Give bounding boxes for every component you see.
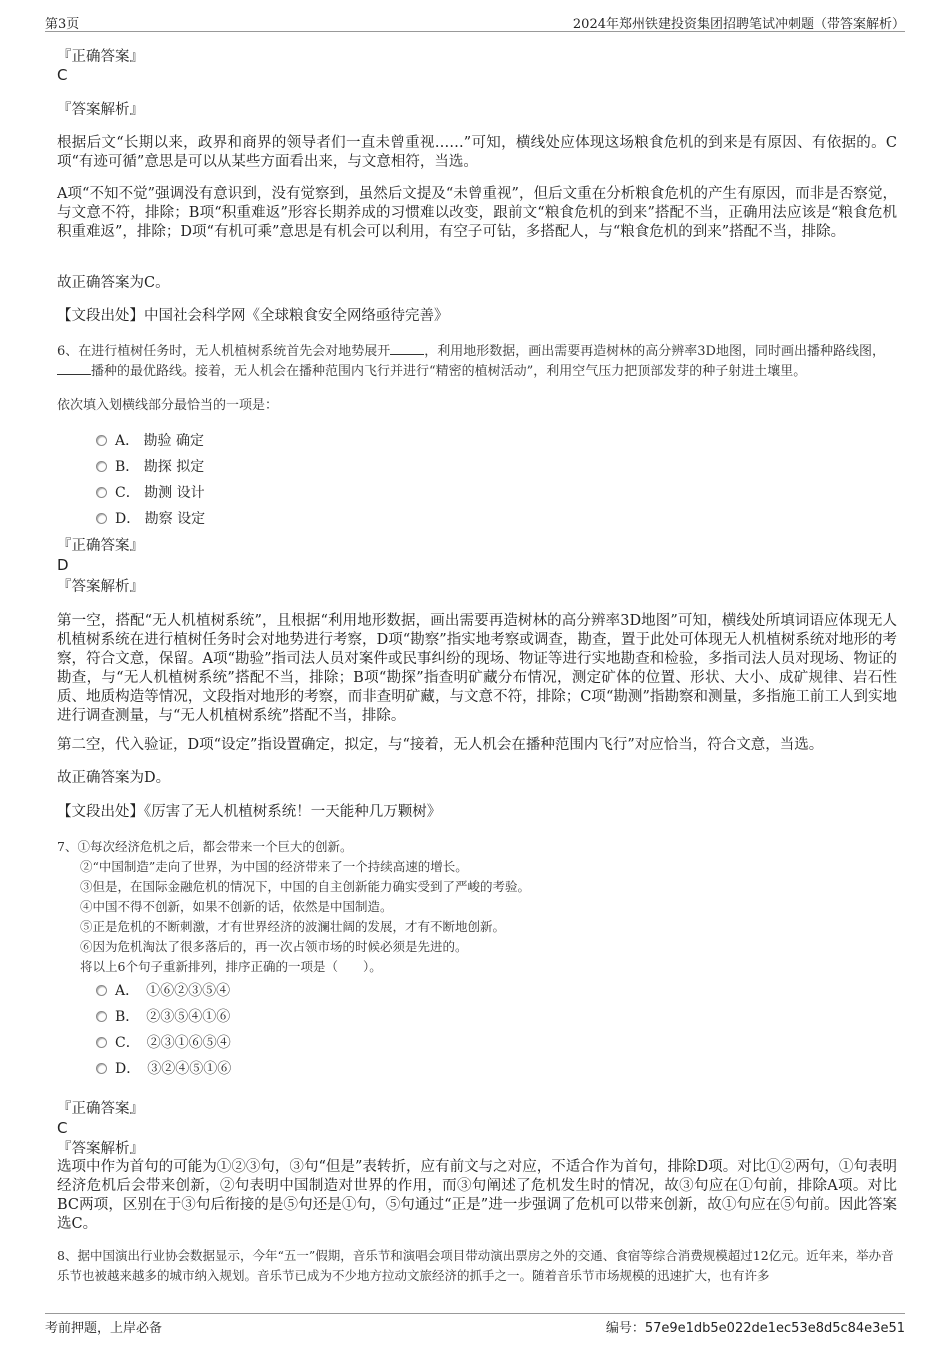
q5-conclusion: 故正确答案为C。 — [57, 275, 170, 291]
q7-answer: C — [57, 1119, 68, 1137]
page-number: 第3页 — [45, 17, 80, 32]
q6-source: 【文段出处】《厉害了无人机植树系统！一天能种几万颗树》 — [57, 804, 442, 820]
blank-2 — [57, 362, 91, 375]
q7-item: ④中国不得不创新，如果不创新的话，依然是中国制造。 — [80, 899, 393, 914]
q6-analysis-p1: 第一空，搭配“无人机植树系统”，且根据“利用地形数据，画出需要再造树林的高分辨率3D地图”可知，横线处所填词语应体现无人机植树系统在进行植树任务时会对地势进行考察，D项“勘察”指实地考察或调查，勘查，置于此处可体现无人机植树系统对地形的考察，符合文意，保留。A项“勘验”指司法人员对案件或民事纠纷的现场、物证等进行实地勘查和检验，多指司法人员对现场、物证的勘查，与“无人机植树系统”搭配不当，排除；B项“勘探”指查明矿藏分布情况，测定矿体的位置、形状、大小、成矿规律、岩石性质、地质构造等情况，文段指对地形的考察，而非查明矿藏，与文意不符，排除；C项“勘测”指勘察和测量，多指施工前工人到实地进行调查测量，与“无人机植树系统”搭配不当，排除。 — [57, 613, 897, 724]
q5-analysis-p1: 根据后文“长期以来，政界和商界的领导者们一直未曾重视……”可知，横线处应体现这场粮食危机的到来是有原因、有依据的。C项“有迹可循”意思是可以从某些方面看出来，与文意相符，当选。 — [57, 135, 897, 170]
q7-item: ⑤正是危机的不断刺激，才有世界经济的波澜壮阔的发展，才有不断地创新。 — [80, 919, 506, 934]
q6-option-d[interactable]: D． 勘察 设定 — [96, 510, 205, 528]
q7-analysis-label: 『答案解析』 — [57, 1141, 144, 1157]
q6-option-b[interactable]: B． 勘探 拟定 — [96, 458, 204, 476]
q5-source: 【文段出处】中国社会科学网《全球粮食安全网络亟待完善》 — [57, 308, 449, 324]
q7-option-a[interactable]: A． ①⑥②③⑤④ — [96, 982, 230, 1000]
radio-icon[interactable] — [96, 1037, 107, 1048]
q7-stem: 7、①每次经济危机之后，都会带来一个巨大的创新。 — [57, 839, 353, 854]
radio-icon[interactable] — [96, 461, 107, 472]
q7-prompt: 将以上6个句子重新排列，排序正确的一项是（ ）。 — [80, 959, 382, 974]
q5-answer-label: 『正确答案』 — [57, 49, 144, 65]
q5-analysis-p2: A项“不知不觉”强调没有意识到，没有觉察到，虽然后文提及“未曾重视”，但后文重在分析粮食危机的产生有原因，而非是否察觉，与文意不符，排除；B项“积重难返”形容长期养成的习惯难以改变，跟前文“粮食危机的到来”搭配不当，正确用法应该是“粮食危机积重难返”，排除；D项“有机可乘”意思是有机会可以利用，有空子可钻，多搭配人，与“粮食危机的到来”搭配不当，排除。 — [57, 186, 897, 240]
q6-answer: D — [57, 556, 69, 574]
radio-icon[interactable] — [96, 435, 107, 446]
radio-icon[interactable] — [96, 487, 107, 498]
q7-item: ⑥因为危机淘汰了很多落后的，再一次占领市场的时候必须是先进的。 — [80, 939, 468, 954]
q5-analysis-label: 『答案解析』 — [57, 102, 144, 118]
radio-icon[interactable] — [96, 513, 107, 524]
q7-item: ③但是，在国际金融危机的情况下，中国的自主创新能力确实受到了严峻的考验。 — [80, 879, 531, 894]
radio-icon[interactable] — [96, 985, 107, 996]
q7-option-b[interactable]: B． ②③⑤④①⑥ — [96, 1008, 230, 1026]
document-title: 2024年郑州铁建投资集团招聘笔试冲刺题（带答案解析） — [572, 17, 905, 32]
q5-answer: C — [57, 66, 68, 84]
q7-option-c[interactable]: C． ②③①⑥⑤④ — [96, 1034, 231, 1052]
page-footer — [45, 1313, 905, 1336]
q6-prompt: 依次填入划横线部分最恰当的一项是： — [57, 398, 279, 413]
q6-stem: 6、在进行植树任务时，无人机植树系统首先会对地势展开 ，利用地形数据，画出需要再造树林的高分辨率3D地图，同时画出播种路线图，播种的最优路线。接着，无人机会在播种范围内飞行并进行“精密的植树活动”，利用空气压力把顶部发芽的种子射进土壤里。 — [57, 344, 885, 379]
radio-icon[interactable] — [96, 1063, 107, 1074]
q7-answer-label: 『正确答案』 — [57, 1101, 144, 1117]
q6-analysis-label: 『答案解析』 — [57, 579, 144, 595]
blank-1 — [390, 342, 424, 355]
radio-icon[interactable] — [96, 1011, 107, 1022]
page-header — [45, 13, 905, 32]
q8-stem: 8、据中国演出行业协会数据显示，今年“五一”假期，音乐节和演唱会项目带动演出票房之外的交通、食宿等综合消费规模超过12亿元。近年来，举办音乐节也被越来越多的城市纳入规划。音乐节已成为不少地方拉动文旅经济的抓手之一。随着音乐节市场规模的迅速扩大，也有许多 — [57, 1248, 894, 1283]
q6-conclusion: 故正确答案为D。 — [57, 770, 171, 786]
q6-option-a[interactable]: A． 勘验 确定 — [96, 432, 204, 450]
q7-item: ②“中国制造”走向了世界，为中国的经济带来了一个持续高速的增长。 — [80, 859, 468, 874]
footer-code: 编号：57e9e1db5e022de1ec53e8d5c84e3e51 — [605, 1321, 905, 1336]
q6-option-c[interactable]: C． 勘测 设计 — [96, 484, 205, 502]
q6-answer-label: 『正确答案』 — [57, 538, 144, 554]
q7-analysis: 选项中作为首句的可能为①②③句，③句“但是”表转折，应有前文与之对应，不适合作为首句，排除D项。对比①②两句，①句表明经济危机后会带来创新，②句表明中国制造对世界的作用，而③句阐述了危机发生时的情况，故③句应在①句前，排除A项。对比BC两项，区别在于③句后衔接的是⑤句还是①句，⑤句通过“正是”进一步强调了危机可以带来创新，故①句应在⑤句前。因此答案选C。 — [57, 1159, 897, 1232]
q6-analysis-p2: 第二空，代入验证，D项“设定”指设置确定，拟定，与“接着，无人机会在播种范围内飞行”对应恰当，符合文意，当选。 — [57, 737, 824, 753]
footer-slogan: 考前押题，上岸必备 — [45, 1321, 163, 1336]
q7-option-d[interactable]: D． ③②④⑤①⑥ — [96, 1060, 231, 1078]
